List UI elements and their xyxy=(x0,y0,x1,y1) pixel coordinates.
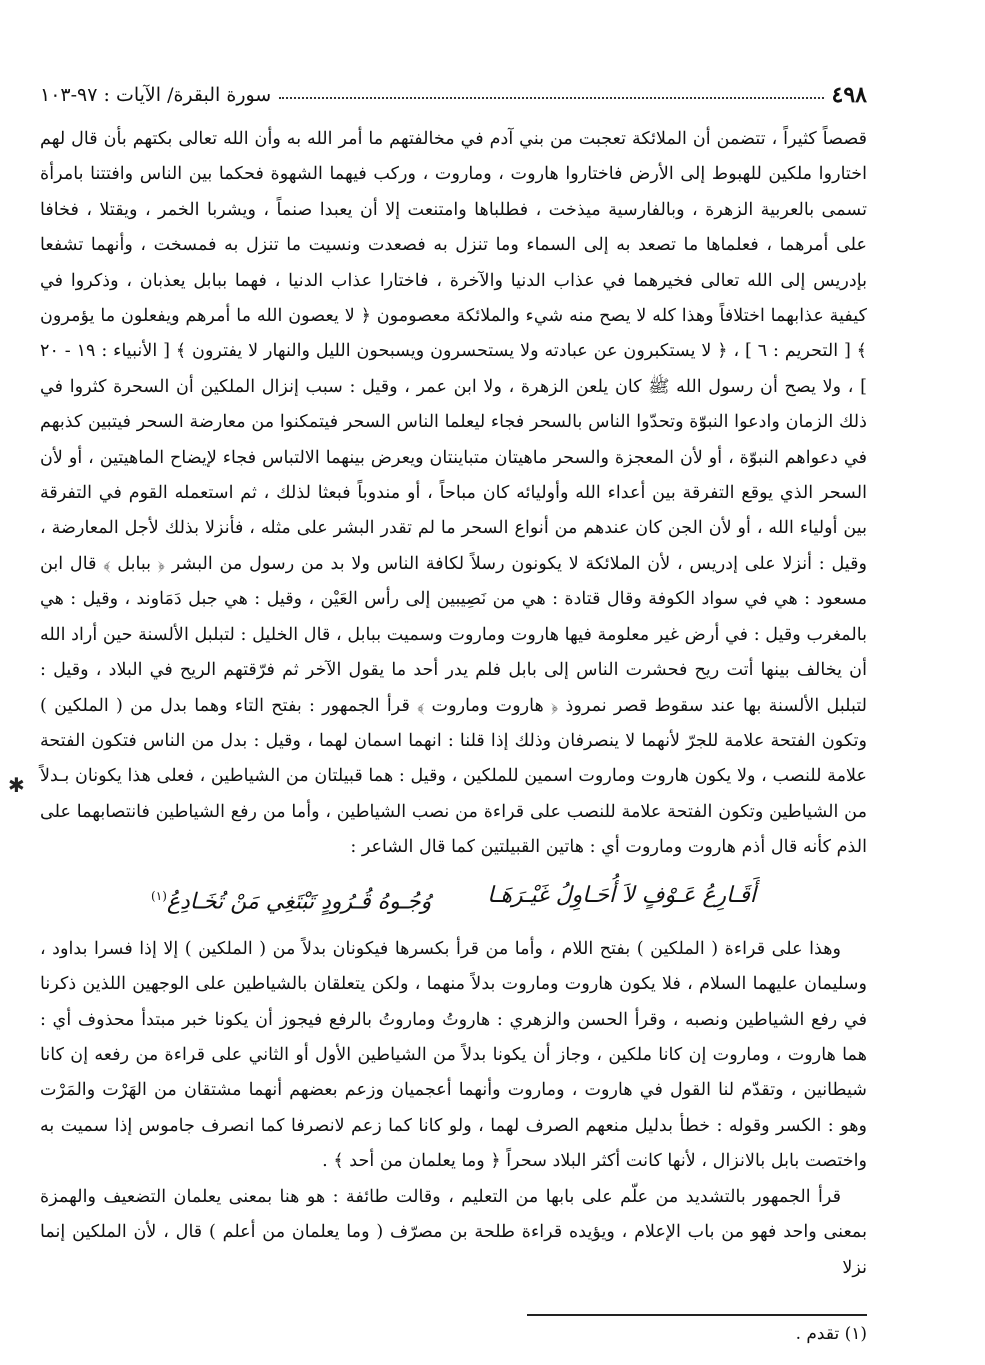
page-number: ٤٩٨ xyxy=(831,82,867,108)
margin-mark: ✱ xyxy=(8,773,25,797)
paragraph-1: قصصاً كثيراً ، تتضمن أن الملائكة تعجبت من بني آدم في مخالفتهم ما أمر الله به وأن الله تعالى بكتهم بأن قال لهم اختاروا ملكين للهبوط إلى الأرض فاختاروا هاروت ، وماروت ، وركب فيهما الشهوة فحكما بين الناس وافتتنا بامرأة تسمى بالعربية الزهرة ، وبالفارسية ميذخت ، فطلباها وامتنعت إلا أن يعبدا صنماً ، ويشربا الخمر ، ويقتلا ، فخافا على أمرهما ، فعلماها ما تصعد به إلى السماء وما تنزل به فصعدت ونسيت ما تنزل به فمسخت ، وأنهما تشفعا بإدريس إلى الله تعالى فخيرهما في عذاب الدنيا والآخرة ، فاختارا عذاب الدنيا ، فهما ببابل يعذبان ، وذكروا في كيفية عذابهما اختلافاً وهذا كله لا يصح منه شيء والملائكة معصومون ﴿ لا يعصون الله ما أمرهم ويفعلون ما يؤمرون ﴾ [ التحريم : ٦ ] ، ﴿ لا يستكبرون عن عبادته ولا يستحسرون ويسبحون الليل والنهار لا يفترون ﴾ [ الأنبياء : ١٩ - ٢٠ ] ، ولا يصح أن رسول الله ﷺ كان يلعن الزهرة ، ولا ابن عمر ، وقيل : سبب إنزال الملكين أن السحرة كثروا في ذلك الزمان وادعوا النبوّة وتحدّوا الناس بالسحر فجاء ليعلما الناس السحر فيتمكنوا من معارضة السحر فيتبين كذبهم في دعواهم النبوّة ، أو لأن المعجزة والسحر ماهيتان متباينتان ويعرض بينهما الالتباس فجاء لإيضاح الماهيتين ، أو لأن السحر الذي يوقع التفرقة بين أعداء الله وأوليائه كان مباحاً ، أو مندوباً فبعثا لذلك ، ثم استعمله القوم في التفرقة بين أولياء الله ، أو لأن الجن كان عندهم من أنواع السحر ما لم تقدر البشر على مثله ، فأنزلا بذلك لأجل المعارضة ، وقيل : أنزلا على إدريس ، لأن الملائكة لا يكونون رسلاً لكافة الناس ولا بد من رسول من البشر ﴿ ببابل ﴾ قال ابن مسعود : هي في سواد الكوفة وقال قتادة : هي من نَصِيبين إلى رأس العَيْن ، وقيل : هي جبل دَمَاوند ، وقيل : هي بالمغرب وقيل : في أرض غير معلومة فيها هاروت وماروت وسميت ببابل ، قال الخليل : لتبلبل الألسنة حين أراد الله أن يخالف بينها أتت ريح فحشرت الناس إلى بابل فلم يدر أحد ما يقول الآخر ثم فرّقتهم الريح في البلاد ، وقيل : لتبلبل الألسنة بها عند سقوط قصر نمروذ ﴿ هاروت وماروت ﴾ قرأ الجمهور : بفتح التاء وهما بدل من ( الملكين ) وتكون الفتحة علامة للجرّ لأنهما لا ينصرفان وذلك إذا قلنا : انهما اسمان لهما ، وقيل : بدل من الناس فتكون الفتحة علامة للنصب ، ولا يكون هاروت وماروت اسمين للملكين ، وقيل : هما قبيلتان من الشياطين ، فعلى هذا يكونان بـدلاً من الشياطين وتكون الفتحة علامة للنصب على قراءة من نصب الشياطين ، وأما من رفع الشياطين فانتصابهما على الذم كأنه قال أذم هاروت وماروت أي : هاتين القبيلتين كما قال الشاعر : xyxy=(40,129,867,858)
header-dotted-leader xyxy=(279,97,823,99)
verse-second-hemistich-text: وُجُـوهُ قُـرُودٍ تَبْتَغِي مَنْ تُخَـادِعُ xyxy=(166,888,432,914)
running-title: سورة البقرة/ الآيات : ٩٧-١٠٣ xyxy=(40,84,272,106)
footnote-separator xyxy=(527,1314,867,1316)
paragraph-2: وهذا على قراءة ( الملكين ) بفتح اللام ، وأما من قرأ بكسرها فيكونان بدلاً من ( الملكين ) إلا إذا فسرا بداود ، وسليمان عليهما السلام ، فلا يكون هاروت وماروت بدلاً منهما ، ولكن يتعلقان بالشياطين على الوجهين اللذين ذكرنا في رفع الشياطين ونصبه ، وقرأ الحسن والزهري : هاروتُ وماروتُ بالرفع فيجوز أن يكونا خبر مبتدأ محذوف أي : هما هاروت ، وماروت إن كانا ملكين ، وجاز أن يكونا بدلاً من الشياطين الأول أو الثاني على قراءة من رفعه إن كانا شيطانين ، وتقدّم لنا القول في هاروت ، وماروت وأنهما أعجميان وزعم بعضهم أنهما مشتقان من الهَرْت والمَرْت وهو : الكسر وقوله : خطأ بدليل منعهم الصرف لهما ، ولو كانا كما زعم لانصرفا كما انصرف جاموس إذا سميت به واختصت بابل بالانزال ، لأنها كانت أكثر البلاد سحراً ﴿ وما يعلمان من أحد ﴾ . xyxy=(40,938,867,1172)
footnote-reference: (١) xyxy=(151,888,167,903)
main-text xyxy=(40,122,867,1286)
page-header xyxy=(40,78,867,112)
paragraph-3: قرأ الجمهور بالتشديد من علّم على بابها من التعليم ، وقالت طائفة : هو هنا بمعنى يعلمان التضعيف والهمزة بمعنى واحد فهو من باب الإعلام ، ويؤيده قراءة طلحة بن مصرّف ( وما يعلمان من أعلم ) قال ، لأن الملكين إنما نزلا xyxy=(40,1186,867,1278)
verse-second-hemistich xyxy=(151,878,431,920)
poetry-verse xyxy=(40,878,867,920)
footnote: (١) تقدم . xyxy=(795,1324,867,1344)
verse-first-hemistich: أَقَـارِعُ عَـوْفٍ لاَ أُحَـاوِلُ غَيْـرَهَـا xyxy=(487,882,756,908)
